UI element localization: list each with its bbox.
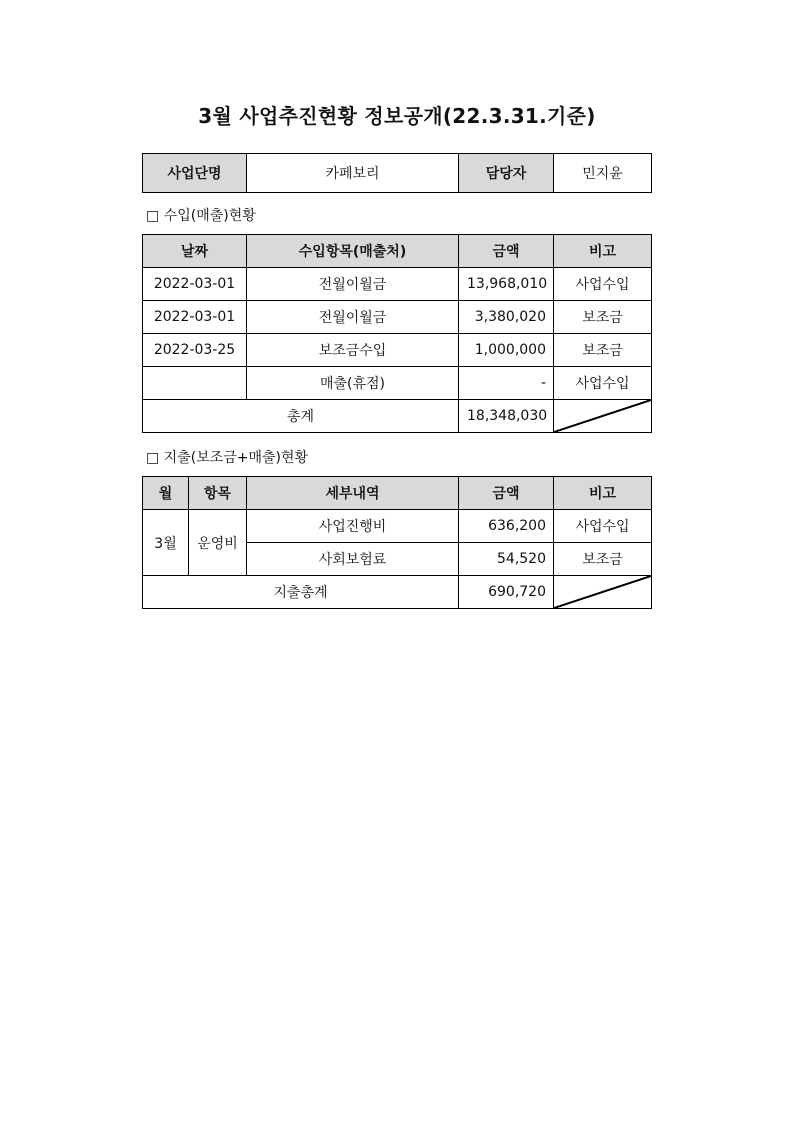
manager-value: 민지윤 [554, 154, 652, 193]
expense-total-diagonal-cell [554, 576, 652, 609]
income-amount: 3,380,020 [459, 301, 554, 334]
income-header-row [143, 235, 652, 268]
income-table [142, 234, 652, 433]
income-date: 2022-03-25 [143, 334, 247, 367]
expense-total-amount: 690,720 [459, 576, 554, 609]
income-date: 2022-03-01 [143, 301, 247, 334]
table-row [143, 367, 652, 400]
biz-name-label: 사업단명 [143, 154, 247, 193]
income-section-title: □ 수입(매출)현황 [146, 208, 256, 224]
biz-name-value: 카페보리 [247, 154, 459, 193]
income-item: 보조금수입 [247, 334, 459, 367]
table-row [143, 510, 652, 543]
income-header-amount: 금액 [459, 235, 554, 268]
table-row [143, 268, 652, 301]
income-header-item: 수입항목(매출처) [247, 235, 459, 268]
income-total-diagonal-cell [554, 400, 652, 433]
income-total-amount: 18,348,030 [459, 400, 554, 433]
business-info-table [142, 153, 652, 193]
expense-note: 사업수입 [554, 510, 652, 543]
income-item: 전월이월금 [247, 301, 459, 334]
expense-amount: 54,520 [459, 543, 554, 576]
income-date [143, 367, 247, 400]
income-amount: - [459, 367, 554, 400]
income-total-label: 총계 [143, 400, 459, 433]
expense-header-month: 월 [143, 477, 189, 510]
income-item: 전월이월금 [247, 268, 459, 301]
diagonal-line [554, 576, 651, 608]
expense-section-title: □ 지출(보조금+매출)현황 [146, 450, 309, 466]
expense-total-label: 지출총계 [143, 576, 459, 609]
income-total-row [143, 400, 652, 433]
expense-month: 3월 [143, 510, 189, 576]
income-note: 사업수입 [554, 367, 652, 400]
diagonal-line [554, 400, 651, 432]
table-row [143, 334, 652, 367]
page-title: 3월 사업추진현황 정보공개(22.3.31.기준) [198, 104, 596, 128]
table-row [143, 301, 652, 334]
expense-header-amount: 금액 [459, 477, 554, 510]
income-header-note: 비고 [554, 235, 652, 268]
income-note: 사업수입 [554, 268, 652, 301]
expense-detail: 사회보험료 [247, 543, 459, 576]
income-date: 2022-03-01 [143, 268, 247, 301]
expense-header-row [143, 477, 652, 510]
expense-header-detail: 세부내역 [247, 477, 459, 510]
expense-category: 운영비 [189, 510, 247, 576]
income-note: 보조금 [554, 301, 652, 334]
expense-total-row [143, 576, 652, 609]
expense-note: 보조금 [554, 543, 652, 576]
expense-header-category: 항목 [189, 477, 247, 510]
income-amount: 13,968,010 [459, 268, 554, 301]
expense-amount: 636,200 [459, 510, 554, 543]
income-note: 보조금 [554, 334, 652, 367]
manager-label: 담당자 [459, 154, 554, 193]
expense-detail: 사업진행비 [247, 510, 459, 543]
income-amount: 1,000,000 [459, 334, 554, 367]
income-header-date: 날짜 [143, 235, 247, 268]
expense-header-note: 비고 [554, 477, 652, 510]
expense-table [142, 476, 652, 609]
income-item: 매출(휴점) [247, 367, 459, 400]
